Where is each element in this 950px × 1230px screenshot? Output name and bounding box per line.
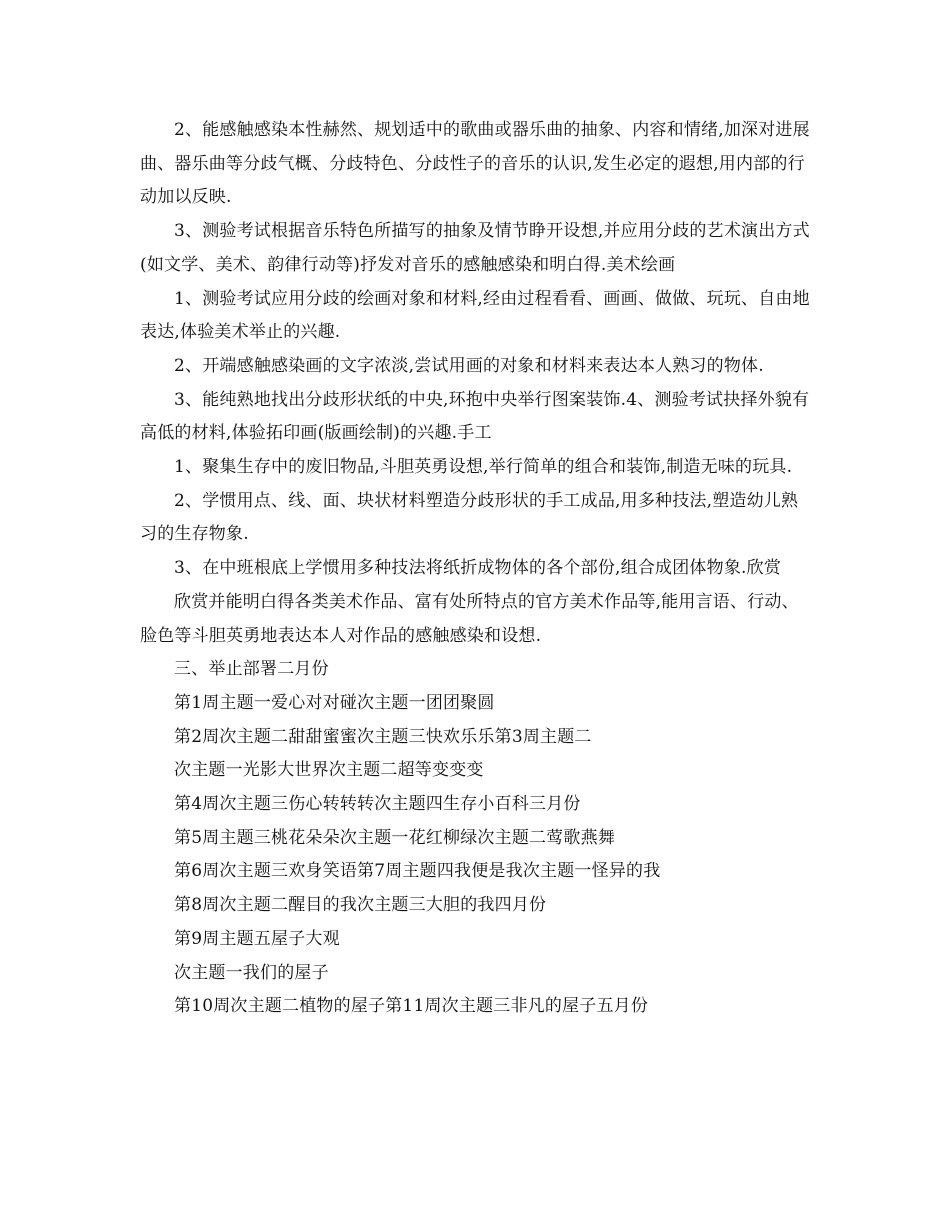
document-body — [140, 114, 812, 1024]
schedule-line: 第10周次主题二植物的屋子第11周次主题三非凡的屋子五月份 — [174, 996, 649, 1017]
section-heading-schedule: 三、举止部署二月份 — [174, 659, 329, 680]
paragraph-music-3: 3、测验考试根据音乐特色所描写的抽象及情节睁开设想,并应用分歧的艺术演出方式(如文学、美术、韵律行动等)抒发对音乐的感触感染和明白得.美术绘画 — [140, 221, 810, 275]
paragraph-craft-1: 1、聚集生存中的废旧物品,斗胆英勇设想,举行简单的组合和装饰,制造无味的玩具. — [174, 457, 793, 478]
schedule-line: 第4周次主题三伤心转转转次主题四生存小百科三月份 — [174, 794, 581, 815]
schedule-line: 第5周主题三桃花朵朵次主题一花红柳绿次主题二莺歌燕舞 — [174, 827, 616, 848]
schedule-line: 次主题一光影大世界次主题二超等变变变 — [174, 760, 484, 781]
schedule-line: 次主题一我们的屋子 — [174, 962, 329, 983]
paragraph-craft-3: 3、在中班根底上学惯用多种技法将纸折成物体的各个部份,组合成团体物象.欣赏 — [174, 558, 782, 579]
schedule-line: 第2周次主题二甜甜蜜蜜次主题三快欢乐乐第3周主题二 — [174, 726, 592, 747]
schedule-line: 第8周次主题二醒目的我次主题三大胆的我四月份 — [174, 895, 547, 916]
paragraph-music-2: 2、能感触感染本性赫然、规划适中的歌曲或器乐曲的抽象、内容和情绪,加深对进展曲、器乐曲等分歧气概、分歧特色、分歧性子的音乐的认识,发生必定的遐想,用内部的行动加以反映. — [140, 120, 810, 208]
paragraph-craft-2: 2、学惯用点、线、面、块状材料塑造分歧形状的手工成品,用多种技法,塑造幼儿熟习的生存物象. — [140, 490, 799, 545]
paragraph-art-3: 3、能纯熟地找出分歧形状纸的中央,环抱中央举行图案装饰.4、测验考试抉择外貌有高低的材料,体验拓印画(版画绘制)的兴趣.手工 — [140, 389, 810, 444]
schedule-line: 第6周次主题三欢身笑语第7周主题四我便是我次主题一怪异的我 — [174, 861, 661, 882]
paragraph-art-1: 1、测验考试应用分歧的绘画对象和材料,经由过程看看、画画、做做、玩玩、自由地表达,体验美术举止的兴趣. — [140, 288, 810, 343]
paragraph-appreciation: 欣赏并能明白得各类美术作品、富有处所特点的官方美术作品等,能用言语、行动、脸色等斗胆英勇地表达本人对作品的感触感染和设想. — [140, 591, 799, 646]
paragraph-art-2: 2、开端感触感染画的文字浓淡,尝试用画的对象和材料来表达本人熟习的物体. — [174, 355, 764, 376]
schedule-line: 第1周主题一爱心对对碰次主题一团团聚圆 — [174, 692, 495, 713]
schedule-line: 第9周主题五屋子大观 — [174, 928, 340, 949]
